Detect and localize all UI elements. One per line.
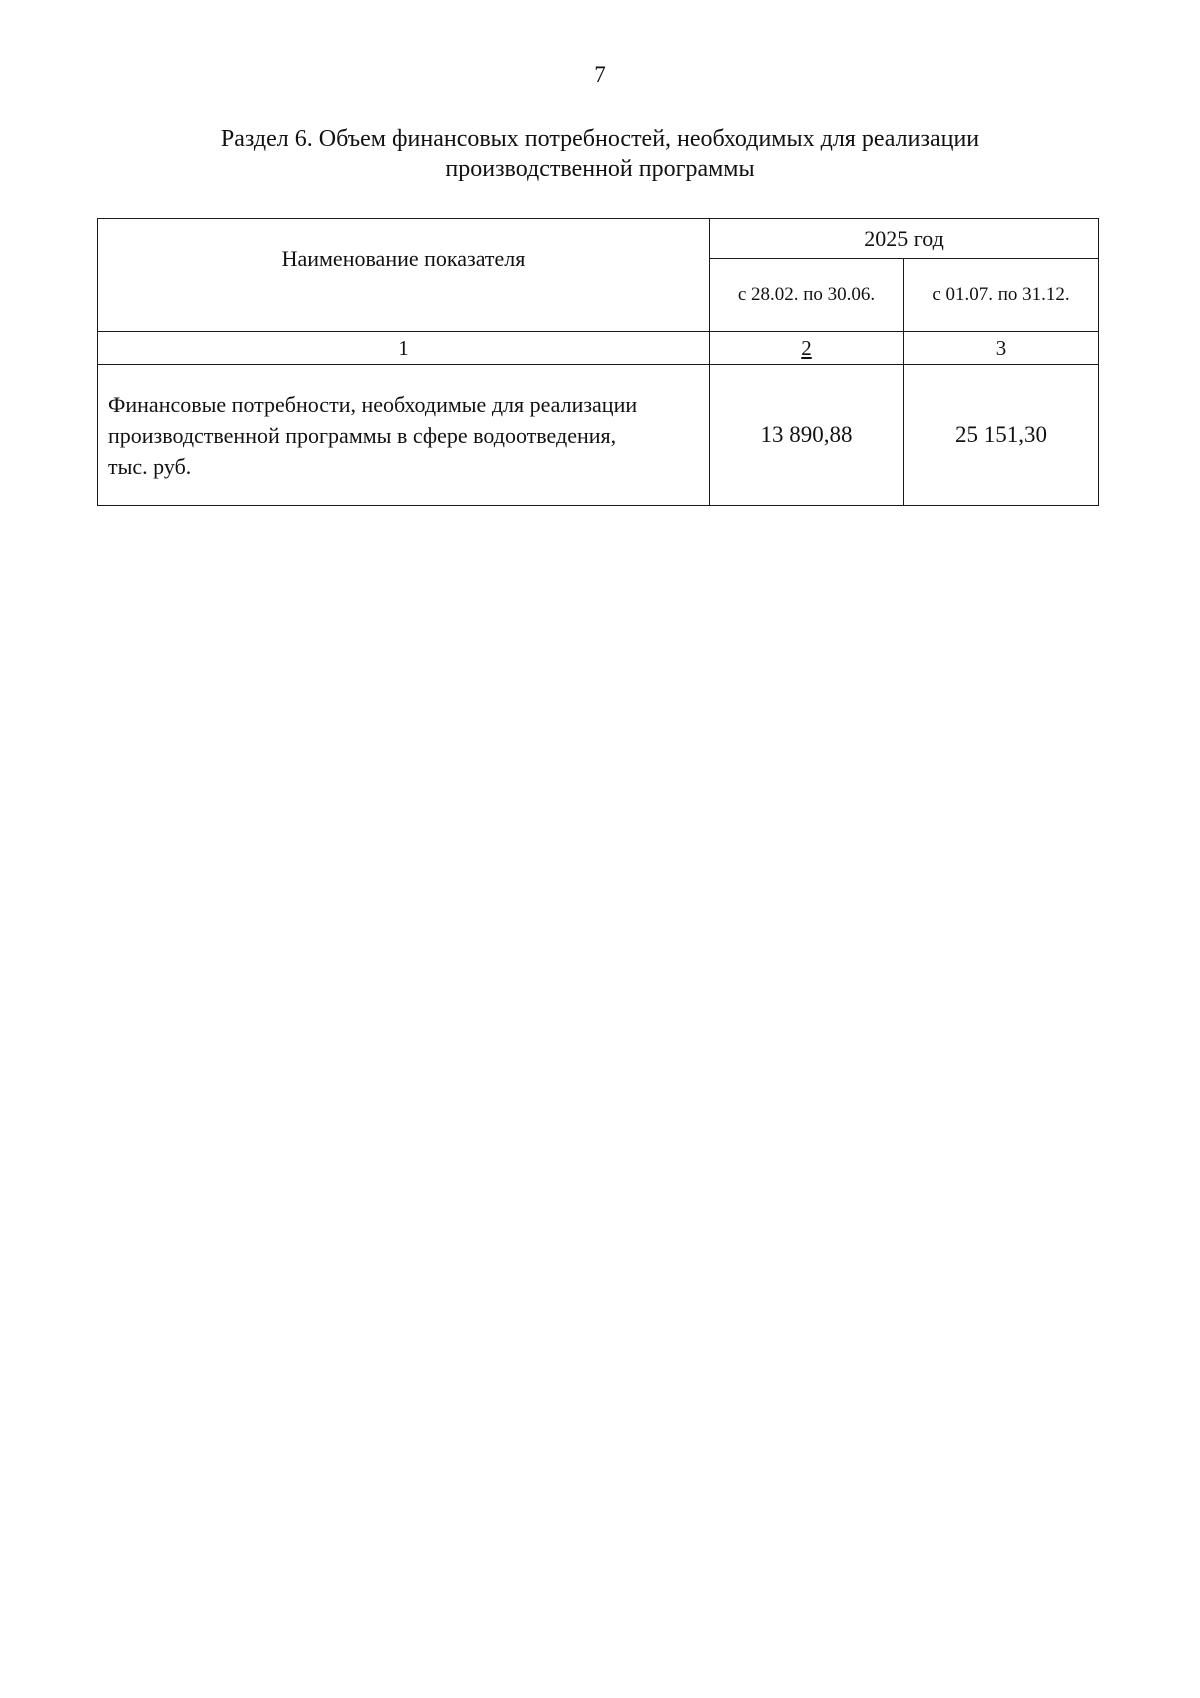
- column-number-2-text: 2: [801, 335, 812, 360]
- financial-needs-table-container: [97, 218, 1098, 506]
- row-value-period-2: 25 151,30: [904, 365, 1099, 506]
- header-period-2: с 01.07. по 31.12.: [904, 259, 1099, 332]
- financial-needs-table: [97, 218, 1099, 506]
- row-value-period-1: 13 890,88: [710, 365, 904, 506]
- column-numbers-row: [98, 332, 1099, 365]
- section-title: [100, 124, 1100, 184]
- table-row: [98, 365, 1099, 506]
- header-indicator-name: Наименование показателя: [98, 219, 710, 332]
- column-number-2: [710, 332, 904, 365]
- column-number-1: 1: [98, 332, 710, 365]
- section-title-line-2: производственной программы: [445, 156, 755, 182]
- row-indicator-name: Финансовые потребности, необходимые для реализации производственной программы в сфере водоотведения, тыс. руб.: [98, 365, 710, 506]
- header-year: 2025 год: [710, 219, 1099, 259]
- column-number-3: 3: [904, 332, 1099, 365]
- header-period-1: с 28.02. по 30.06.: [710, 259, 904, 332]
- page-number: 7: [594, 62, 606, 87]
- section-title-line-1: Раздел 6. Объем финансовых потребностей, необходимых для реализации: [220, 126, 980, 152]
- table-header-row: [98, 219, 1099, 259]
